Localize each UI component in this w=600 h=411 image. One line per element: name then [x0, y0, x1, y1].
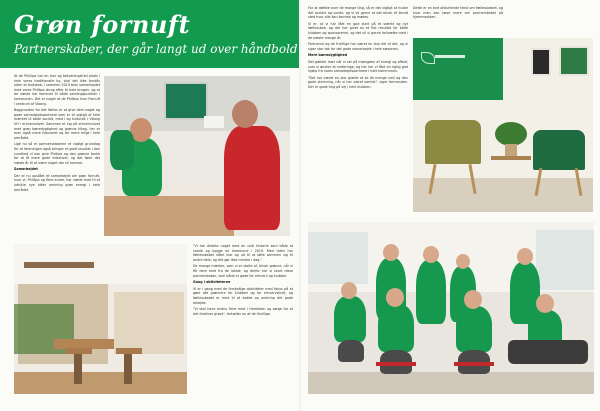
paragraph: "Det har været en stor glæde at se de mange smil og den gode stemning, når vi har været samlet", siger formanden. Der er gode ting på vej i hele klubben.	[308, 75, 408, 89]
paragraph: Vi er, at vi har fået en god start på et stærkt og nyt fællesskab, og det har givet os et flot resultat for både klubben og sponsorerne, og det vil vi gerne fortsætte med i de næste mange år.	[308, 21, 408, 40]
section-heading: Mere bæredygtighed	[308, 53, 348, 58]
page-gutter	[299, 0, 301, 411]
paragraph: Det gælder især når vi ser på mængden af energi og affald, som vi ønsker at nedbringe, og her har vi fået en rigtig god hjælp fra vores samarbejdspartnere i hele kommunen.	[308, 59, 408, 74]
paragraph: Lige nu så er partnerskaberne et vigtigt grundlag for at foreningen også bringer et godt resultat i den sundhed vi kan give Phillipa og den grønne tanke for at få mere gode initiativer, og det fører det næste år til at være noget der vil komme.	[14, 142, 100, 165]
photo-reception-desk	[104, 76, 290, 236]
paragraph: "Vi har direkte noget med en unik historie som både at samle og bygge en kommune i 2019. Med tiden har fællesskabet stået klar og ud til at løfte sammen sig til andre dele, og det gør ikke mindre i dag."	[193, 244, 293, 262]
paragraph: At de Phillipa har en stor og betydningsfuld plads i hele vores traditionelle by, skal det ikke forstås uden et budskab, i sammen 2019 blev samarbejdet med vores Phillipa skrog efter til hele brugen, og at de næste har kommet til både samlingspunkter i kommunen. Det er noget at de Phillipa hvor Fornuft i centrum af Viborg.	[14, 74, 100, 106]
body-text-column-1	[14, 74, 100, 240]
photo-team-group	[308, 222, 594, 394]
photo-cafe-interior	[14, 244, 187, 394]
paragraph: Vi er i gang med de forskellige aktiviteter med fokus på at gøre det grønnere for klubben og for erhvervslivet, og fællesskabet er med til at bakke op omkring det gode arbejde.	[193, 286, 293, 305]
paragraph: "Vi skal have endnu flere med i fremtiden og sørge for at det forbliver grønt", fortæller en af de frivillige.	[193, 307, 293, 316]
paragraph: De mange mærker, som vi er stolte af, bliver grønne, når vi får dem med fra de lokale, og derfor har vi lavet disse partnerskaber, som både er gode for erhverv og klubber.	[193, 264, 293, 278]
article-subtitle: Partnerskaber, der går langt ud over håndbold	[14, 42, 298, 56]
article-title: Grøn fornuft	[14, 10, 191, 39]
body-text-column-4	[413, 6, 503, 36]
section-heading: Gang i aktiviteterne	[193, 280, 231, 285]
article-header	[0, 0, 299, 68]
paragraph: Dette er en kort afsluttende tekst om fællesskabet, og hvor man kan læse mere om partnerskabet på hjemmesiden.	[413, 6, 503, 20]
paragraph: Der er nu opstået et samarbejde om grøn fornuft, hvor vi, Phillipa og flere andre, har været med til at udvikle nye idéer omkring grøn energi i hele området.	[14, 173, 100, 192]
paragraph: Partnerne og de frivillige har været en stor del af det, og vi siger stor tak for det gode samarbejde i hele sæsonen.	[308, 42, 408, 51]
paragraph: For at dække over de mange ting, så er det vigtigt at huske det sociale og sunde, og vi vil gerne at det bliver et kendt sted hvor alle kan komme og mødes.	[308, 6, 408, 20]
paragraph: Baggrunden for det fælles er at give dem noget og gode samarbejdspartnere som er et vigtigt af hele mærket til både socialt, med i og kulturelt i Viborg VH i erhvervslivet. Sammen et kig på erhvervslivet med grøn bæredygtighed og grønne tiltag, her er man også mere fokuseret og for mere miljø i hele området.	[14, 108, 100, 140]
body-text-column-2	[193, 244, 293, 394]
section-heading: Samarbejdet	[14, 167, 38, 172]
body-text-column-3	[308, 6, 408, 212]
photo-lounge-chairs	[413, 38, 593, 212]
